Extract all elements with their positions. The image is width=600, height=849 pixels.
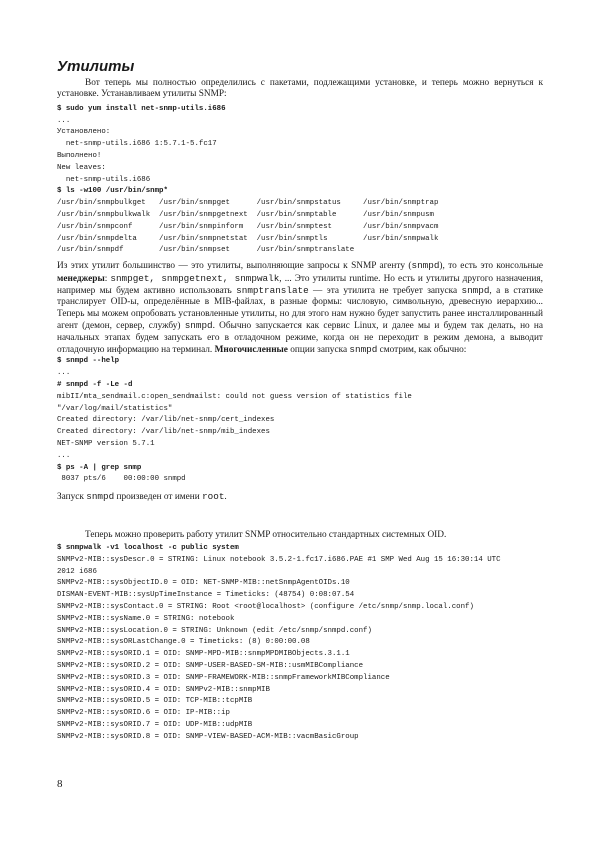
code-output-line: SNMPv2-MIB::sysContact.0 = STRING: Root <root@localhost> (configure /etc/snmp/snmp.local.conf) [57, 602, 474, 611]
code-output-line: SNMPv2-MIB::sysLocation.0 = STRING: Unknown (edit /etc/snmp/snmpd.conf) [57, 626, 372, 635]
code-output-line: net-snmp-utils.i686 [57, 175, 151, 184]
code-output-line: "/var/log/mail/statistics" [57, 404, 173, 413]
utilities-paragraph: Из этих утилит большинство — это утилиты, выполняющие запросы к SNMP агенту (snmpd), то есть это консольные менеджеры: snmpget, snmpgetnext, snmpwalk, ... Это утилиты runtime. Но есть и утилиты другого назначения, например мы будем активно использовать snmptranslate — эта утилита не требует запуска snmpd, а в статике транслирует OID-ы, определённые в MIB-файлах, в разные формы: числовую, символьную, древесную иерархию... Теперь мы можем опробовать установленные утилиты, но для этого нам нужно будет запустить ранее инсталлированный агент (демон, сервер, службу) snmpd. Обычно запускается как сервис Linux, и далее мы и будем так делать, но на начальных этапах будем запускать его в отладочном режиме, когда он не переходит в режим демона, а выводит отладочную информацию на терминал. Многочисленные опции запуска snmpd смотрим, как обычно: [57, 260, 544, 356]
code-output-line: SNMPv2-MIB::sysORID.8 = OID: SNMP-VIEW-BASED-ACM-MIB::vacmBasicGroup [57, 732, 359, 741]
code-output-line: ... [57, 369, 71, 378]
code-output-line: Выполнено! [57, 152, 102, 160]
code-output-line: /usr/bin/snmpbulkwalk /usr/bin/snmpgetnext /usr/bin/snmptable /usr/bin/snmpusm [57, 210, 434, 219]
check-paragraph: Теперь можно проверить работу утилит SNMP относительно стандартных системных OID. [85, 529, 447, 540]
code-output-line: SNMPv2-MIB::sysORID.4 = OID: SNMPv2-MIB::snmpMIB [57, 685, 270, 694]
code-output-line: SNMPv2-MIB::sysORLastChange.0 = Timeticks: (8) 0:00:00.08 [57, 638, 310, 647]
code-output-line: SNMPv2-MIB::sysDescr.0 = STRING: Linux notebook 3.5.2-1.fc17.i686.PAE #1 SMP Wed Aug 15 16:30:14 UTC [57, 555, 501, 564]
code-output-line: 8037 pts/6 00:00:00 snmpd [57, 475, 186, 484]
code-output-line: Установлено: [57, 128, 111, 137]
code-output-line: /usr/bin/snmpbulkget /usr/bin/snmpget /usr/bin/snmpstatus /usr/bin/snmptrap [57, 199, 439, 208]
code-output-line: SNMPv2-MIB::sysORID.7 = OID: UDP-MIB::udpMIB [57, 720, 253, 729]
code-output-line: SNMPv2-MIB::sysORID.2 = OID: SNMP-USER-BASED-SM-MIB::usmMIBCompliance [57, 661, 364, 670]
code-block-snmpwalk [57, 543, 543, 744]
code-output-line: mibII/mta_sendmail.c:open_sendmailst: could not guess version of statistics file [57, 392, 412, 401]
page-number: 8 [57, 778, 63, 790]
code-command-line: $ snmpwalk -v1 localhost -c public system [57, 544, 239, 552]
page-content [57, 58, 543, 744]
code-output-line: NET-SNMP version 5.7.1 [57, 440, 155, 448]
code-command-line: $ snmpd --help [57, 357, 120, 366]
section-title: Утилиты [57, 58, 135, 75]
code-output-line: net-snmp-utils.i686 1:5.7.1-5.fc17 [57, 140, 217, 149]
code-output-line: SNMPv2-MIB::sysORID.5 = OID: TCP-MIB::tcpMIB [57, 697, 253, 706]
code-output-line: /usr/bin/snmpconf /usr/bin/snmpinform /usr/bin/snmptest /usr/bin/snmpvacm [57, 222, 439, 231]
code-block-install [57, 104, 543, 257]
code-command-line: $ ps -A | grep snmp [57, 463, 142, 472]
code-output-line: 2012 i686 [57, 567, 97, 576]
code-command-line: $ sudo yum install net-snmp-utils.i686 [57, 104, 226, 113]
code-output-line: ... [57, 451, 71, 460]
intro-paragraph: Вот теперь мы полностью определились с пакетами, подлежащими установке, и теперь можно вернуться к установке. Устанавливаем утилиты SNMP: [57, 78, 543, 100]
code-output-line: SNMPv2-MIB::sysORID.3 = OID: SNMP-FRAMEWORK-MIB::snmpFrameworkMIBCompliance [57, 673, 390, 682]
code-output-line: Created directory: /var/lib/net-snmp/cert_indexes [57, 416, 275, 425]
code-command-line: $ ls -w100 /usr/bin/snmp* [57, 187, 168, 196]
code-output-line: DISMAN-EVENT-MIB::sysUpTimeInstance = Timeticks: (48754) 0:08:07.54 [57, 591, 355, 600]
code-output-line: SNMPv2-MIB::sysObjectID.0 = OID: NET-SNMP-MIB::netSnmpAgentOIDs.10 [57, 579, 350, 588]
code-block-snmpd [57, 356, 543, 486]
code-output-line: SNMPv2-MIB::sysORID.6 = OID: IP-MIB::ip [57, 709, 230, 718]
code-output-line: New leaves: [57, 163, 106, 172]
code-output-line: /usr/bin/snmpdelta /usr/bin/snmpnetstat /usr/bin/snmptls /usr/bin/snmpwalk [57, 234, 439, 243]
code-output-line: Created directory: /var/lib/net-snmp/mib_indexes [57, 428, 270, 437]
code-output-line: ... [57, 116, 71, 125]
code-output-line: SNMPv2-MIB::sysORID.1 = OID: SNMP-MPD-MIB::snmpMPDMIBObjects.3.1.1 [57, 650, 350, 659]
code-output-line: SNMPv2-MIB::sysName.0 = STRING: notebook [57, 614, 235, 623]
code-output-line: /usr/bin/snmpdf /usr/bin/snmpset /usr/bin/snmptranslate [57, 246, 355, 255]
launch-note: Запуск snmpd произведен от имени root. [57, 491, 227, 503]
code-command-line: # snmpd -f -Le -d [57, 381, 133, 390]
